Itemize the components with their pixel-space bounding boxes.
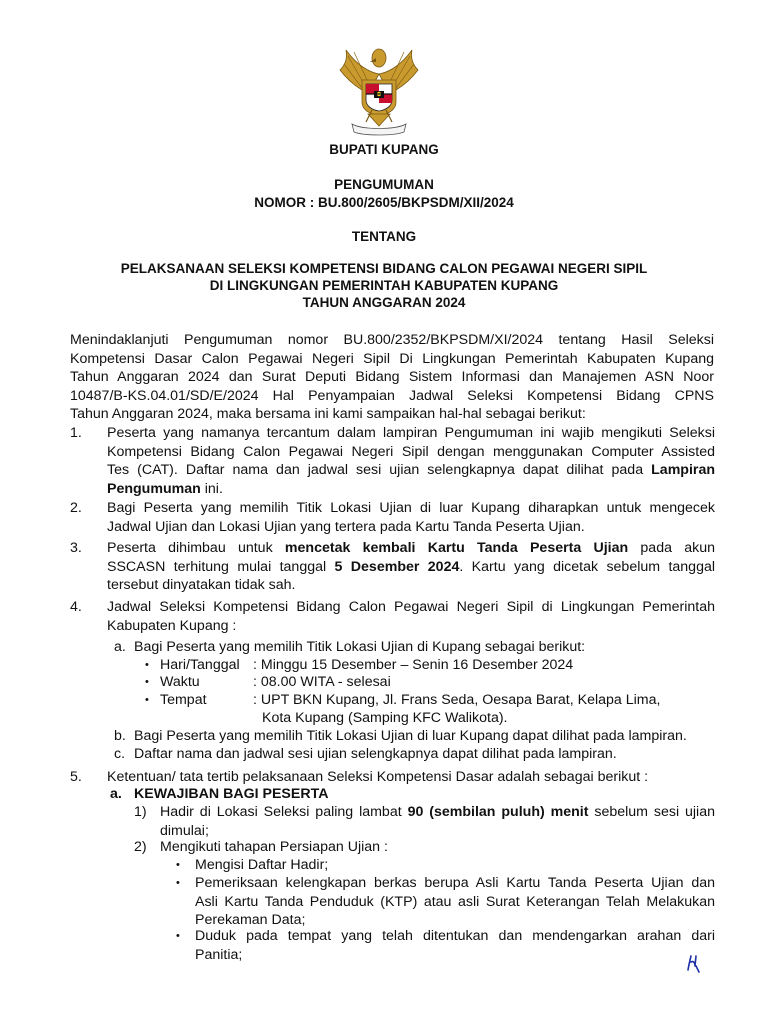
subject-title-line-2: DI LINGKUNGAN PEMERINTAH KABUPATEN KUPANG — [209, 278, 559, 293]
intro-line: Menindaklanjuti Pengumuman nomor BU.800/2352/BKPSDM/XI/2024 tentang Hasil Seleksi — [70, 332, 714, 348]
preparation-step — [195, 927, 715, 964]
item-number-4: 4. — [70, 599, 82, 615]
attachment-emphasis: Pengumuman — [107, 480, 201, 497]
subject-title-line-1: PELAKSANAAN SELEKSI KOMPETENSI BIDANG CALON PEGAWAI NEGERI SIPIL — [120, 261, 648, 276]
item-number-3: 3. — [70, 540, 82, 556]
preparation-step-line: Duduk pada tempat yang telah ditentukan dan mendengarkan arahan dari — [195, 928, 715, 944]
item-3-text — [107, 539, 715, 595]
attachment-emphasis: Lampiran — [651, 462, 715, 478]
bullet-icon: • — [145, 659, 149, 671]
schedule-value: : Minggu 15 Desember – Senin 16 Desember 2024 — [253, 657, 574, 673]
obligation-1-line-text: Hadir di Lokasi Seleksi paling lambat — [160, 804, 408, 820]
date-emphasis: 5 Desember 2024 — [334, 558, 460, 575]
obligation-number-2: 2) — [134, 839, 147, 855]
sub-item-b-text: Bagi Peserta yang memilih Titik Lokasi Ujian di luar Kupang dapat dilihat pada lampiran. — [134, 728, 687, 744]
obligation-1-line: dimulai; — [160, 822, 209, 839]
schedule-value-continued: Kota Kupang (Samping KFC Walikota). — [262, 710, 508, 726]
item-1-line-text: ini. — [200, 480, 223, 497]
sub-item-label-a: a. — [114, 639, 126, 655]
item-3-line — [107, 558, 715, 577]
item-3-line-text: . Kartu yang dicetak sebelum tanggal — [459, 558, 715, 575]
sub-item-label-5a: a. — [110, 786, 122, 802]
bullet-icon: • — [145, 694, 149, 706]
schedule-key: Waktu — [160, 674, 200, 690]
intro-line: 10487/B-KS.04.01/SD/E/2024 Hal Penyampaian Jadwal Seleksi Kompetensi Bidang CPNS — [70, 387, 714, 404]
item-number-2: 2. — [70, 500, 82, 516]
schedule-value: : 08.00 WITA - selesai — [253, 674, 391, 690]
item-number-1: 1. — [70, 425, 82, 441]
sub-item-c-text: Daftar nama dan jadwal sesi ujian selengkapnya dapat dilihat pada lampiran. — [134, 746, 617, 762]
schedule-key: Hari/Tanggal — [160, 657, 240, 673]
intro-line: Tahun Anggaran 2024 dan Surat Deputi Bidang Sistem Informasi dan Manajemen ASN Noor — [70, 369, 714, 385]
item-4-line: Jadwal Seleksi Kompetensi Bidang Calon Pegawai Negeri Sipil di Lingkungan Pemerintah — [107, 599, 715, 615]
issuer-title: BUPATI KUPANG — [329, 142, 439, 157]
document-type: PENGUMUMAN — [334, 177, 434, 192]
item-number-5: 5. — [70, 769, 82, 785]
item-3-line-text: pada akun — [628, 540, 715, 556]
intro-line: Tahun Anggaran 2024, maka bersama ini kami sampaikan hal-hal sebagai berikut: — [70, 406, 586, 422]
preparation-step: Mengisi Daftar Hadir; — [195, 857, 329, 873]
item-4-line: Kabupaten Kupang : — [107, 617, 237, 634]
item-3-line — [107, 539, 715, 558]
about-label: TENTANG — [351, 229, 417, 244]
reprint-card-emphasis: mencetak kembali Kartu Tanda Peserta Ujian — [284, 540, 629, 556]
preparation-step-line: Panitia; — [195, 946, 243, 963]
preparation-step-line: Asli Kartu Tanda Penduduk (KTP) atau asli Surat Keterangan Telah Melakukan — [195, 893, 715, 910]
bullet-icon: • — [176, 930, 180, 942]
sub-item-label-b: b. — [114, 728, 126, 744]
obligation-1-line — [160, 803, 715, 822]
obligation-1-line-text: sebelum sesi ujian — [588, 804, 715, 820]
obligation-2-text: Mengikuti tahapan Persiapan Ujian : — [160, 839, 388, 855]
subject-title-line-3: TAHUN ANGGARAN 2024 — [302, 295, 466, 310]
obligation-1-text — [160, 803, 715, 840]
item-4-text — [107, 598, 715, 635]
bullet-icon: • — [145, 676, 149, 688]
item-2-line: Bagi Peserta yang memilih Titik Lokasi Ujian di luar Kupang diharapkan untuk mengecek — [107, 500, 715, 516]
preparation-step — [195, 874, 715, 930]
item-5-text: Ketentuan/ tata tertib pelaksanaan Seleksi Kompetensi Dasar adalah sebagai berikut : — [107, 769, 649, 785]
item-2-line: Jadwal Ujian dan Lokasi Ujian yang tertera pada Kartu Tanda Peserta Ujian. — [107, 518, 585, 535]
preparation-step-line: Perekaman Data; — [195, 912, 306, 928]
item-3-line-text: Peserta dihimbau untuk — [107, 540, 285, 556]
preparation-step-line: Pemeriksaan kelengkapan berkas berupa Asli Kartu Tanda Peserta Ujian dan — [195, 875, 715, 891]
document-number: NOMOR : BU.800/2605/BKPSDM/XII/2024 — [254, 195, 514, 210]
sub-item-a-text: Bagi Peserta yang memilih Titik Lokasi Ujian di Kupang sebagai berikut: — [134, 639, 586, 655]
garuda-emblem-icon — [338, 44, 420, 136]
schedule-value: : UPT BKN Kupang, Jl. Frans Seda, Oesapa Barat, Kelapa Lima, — [253, 692, 661, 708]
intro-paragraph — [70, 331, 714, 424]
obligation-number-1: 1) — [134, 804, 147, 820]
item-1-line-text: Tes (CAT). Daftar nama dan jadwal sesi ujian selengkapnya dapat dilihat pada — [107, 462, 652, 478]
item-1-text — [107, 424, 715, 498]
bullet-icon: • — [176, 859, 180, 871]
bullet-icon: • — [176, 877, 180, 889]
sub-item-label-c: c. — [114, 746, 126, 762]
arrival-time-emphasis: 90 (sembilan puluh) menit — [407, 804, 589, 820]
item-1-line: Peserta yang namanya tercantum dalam lampiran Pengumuman ini wajib mengikuti Seleksi — [107, 425, 715, 441]
item-1-line — [107, 480, 715, 499]
obligations-heading: KEWAJIBAN BAGI PESERTA — [134, 786, 329, 802]
item-3-line: tersebut dinyatakan tidak sah. — [107, 577, 296, 593]
item-3-line-text: SSCASN terhitung mulai tanggal — [107, 558, 335, 575]
intro-line: Kompetensi Dasar Calon Pegawai Negeri Sipil Di Lingkungan Pemerintah Kabupaten Kupang — [70, 350, 714, 367]
item-2-text — [107, 499, 715, 536]
signature-initial-icon — [685, 952, 701, 974]
item-1-line: Kompetensi Bidang Calon Pegawai Negeri Sipil dengan menggunakan Computer Assisted — [107, 443, 715, 460]
schedule-key: Tempat — [160, 692, 207, 708]
item-1-line — [107, 461, 715, 480]
